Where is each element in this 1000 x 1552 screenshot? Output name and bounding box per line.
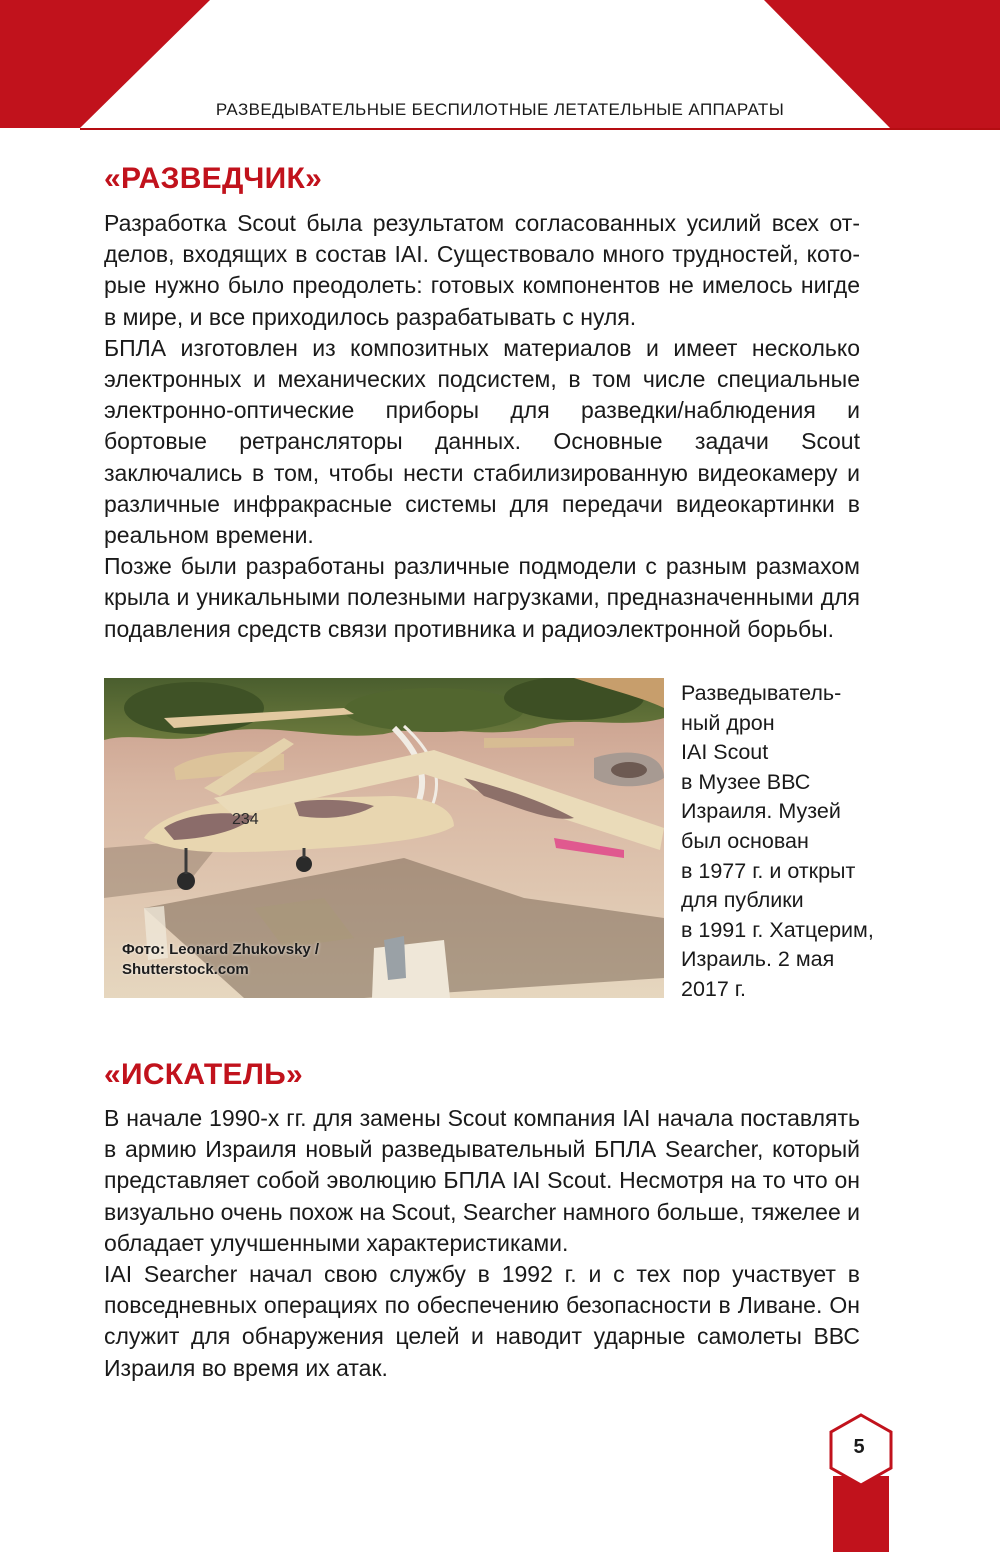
caption-line: Израиль. 2 мая — [681, 947, 835, 972]
caption-line: IAI Scout — [681, 740, 769, 765]
section-title-searcher: «ИСКАТЕЛЬ» — [104, 1058, 304, 1091]
section-body-scout — [104, 208, 860, 645]
header-rule — [80, 128, 1000, 130]
running-header: РАЗВЕДЫВАТЕЛЬНЫЕ БЕСПИЛОТНЫЕ ЛЕТАТЕЛЬНЫЕ АППАРАТЫ — [215, 100, 785, 119]
drone-number: 234 — [232, 811, 259, 828]
paragraph: В начале 1990-х гг. для замены Scout компания IAI начала поставлять в армию Израиля новый разведывательный БПЛА Searcher, который представляет собой эволюцию БПЛА IAI Scout. Несмотря на то что он визуально очень похож на Scout, Searcher намного больше, тяжелее и обладает улучшенными характеристиками. — [104, 1105, 860, 1256]
paragraph: БПЛА изготовлен из композитных материалов и имеет несколько электронных и механических подсистем, в том числе специальные электронно-оптические приборы для разведки/наблюдения и бортовые ретрансляторы данных. Основные задачи Scout заключались в том, чтобы нести стабилизированную видеокамеру и различные инфракрасные системы для передачи видеокартинки в реальном времени. — [104, 334, 860, 549]
caption-line: Израиля. Музей — [681, 799, 841, 824]
paragraph: Позже были разработаны различные подмодели с разным размахом крыла и уникальными полезными нагрузками, предназначенными для подавления средств связи противника и радиоэлектронной борьбы. — [104, 553, 860, 642]
caption-line: Разведыватель- — [681, 681, 842, 705]
page-number-badge — [826, 1412, 896, 1552]
section-body-searcher — [104, 1103, 860, 1384]
photo-credit-line: Фото: Leonard Zhukovsky / — [122, 941, 320, 958]
section-title-scout: «РАЗВЕДЧИК» — [104, 162, 323, 195]
caption-line: в 1977 г. и открыт — [681, 858, 856, 883]
photo-credit — [122, 940, 319, 980]
caption-line: в 1991 г. Хатцерим, — [681, 917, 874, 942]
paragraph: Разработка Scout была результатом согласованных усилий всех отделов, входящих в состав IAI. Существовало много трудностей, которые нужно было преодолеть: готовых компонентов не имелось нигде в мире, и все приходилось разрабатывать с нуля. — [104, 210, 860, 330]
photo-credit-line: Shutterstock.com — [122, 961, 249, 978]
caption-line: был основан — [681, 828, 809, 853]
photo-caption — [681, 679, 881, 1005]
drone-photo — [104, 678, 664, 998]
caption-line: для публики — [681, 888, 804, 913]
page-number: 5 — [853, 1436, 865, 1458]
caption-line: в Музее ВВС — [681, 769, 811, 794]
caption-line: 2017 г. — [681, 976, 746, 1001]
caption-line: ный дрон — [681, 710, 775, 735]
paragraph: IAI Searcher начал свою службу в 1992 г. и с тех пор участвует в повседневных операциях по обеспечению безопасности в Ливане. Он служит для обнаружения целей и наводит ударные самолеты ВВС Израиля во время их атак. — [104, 1261, 860, 1381]
